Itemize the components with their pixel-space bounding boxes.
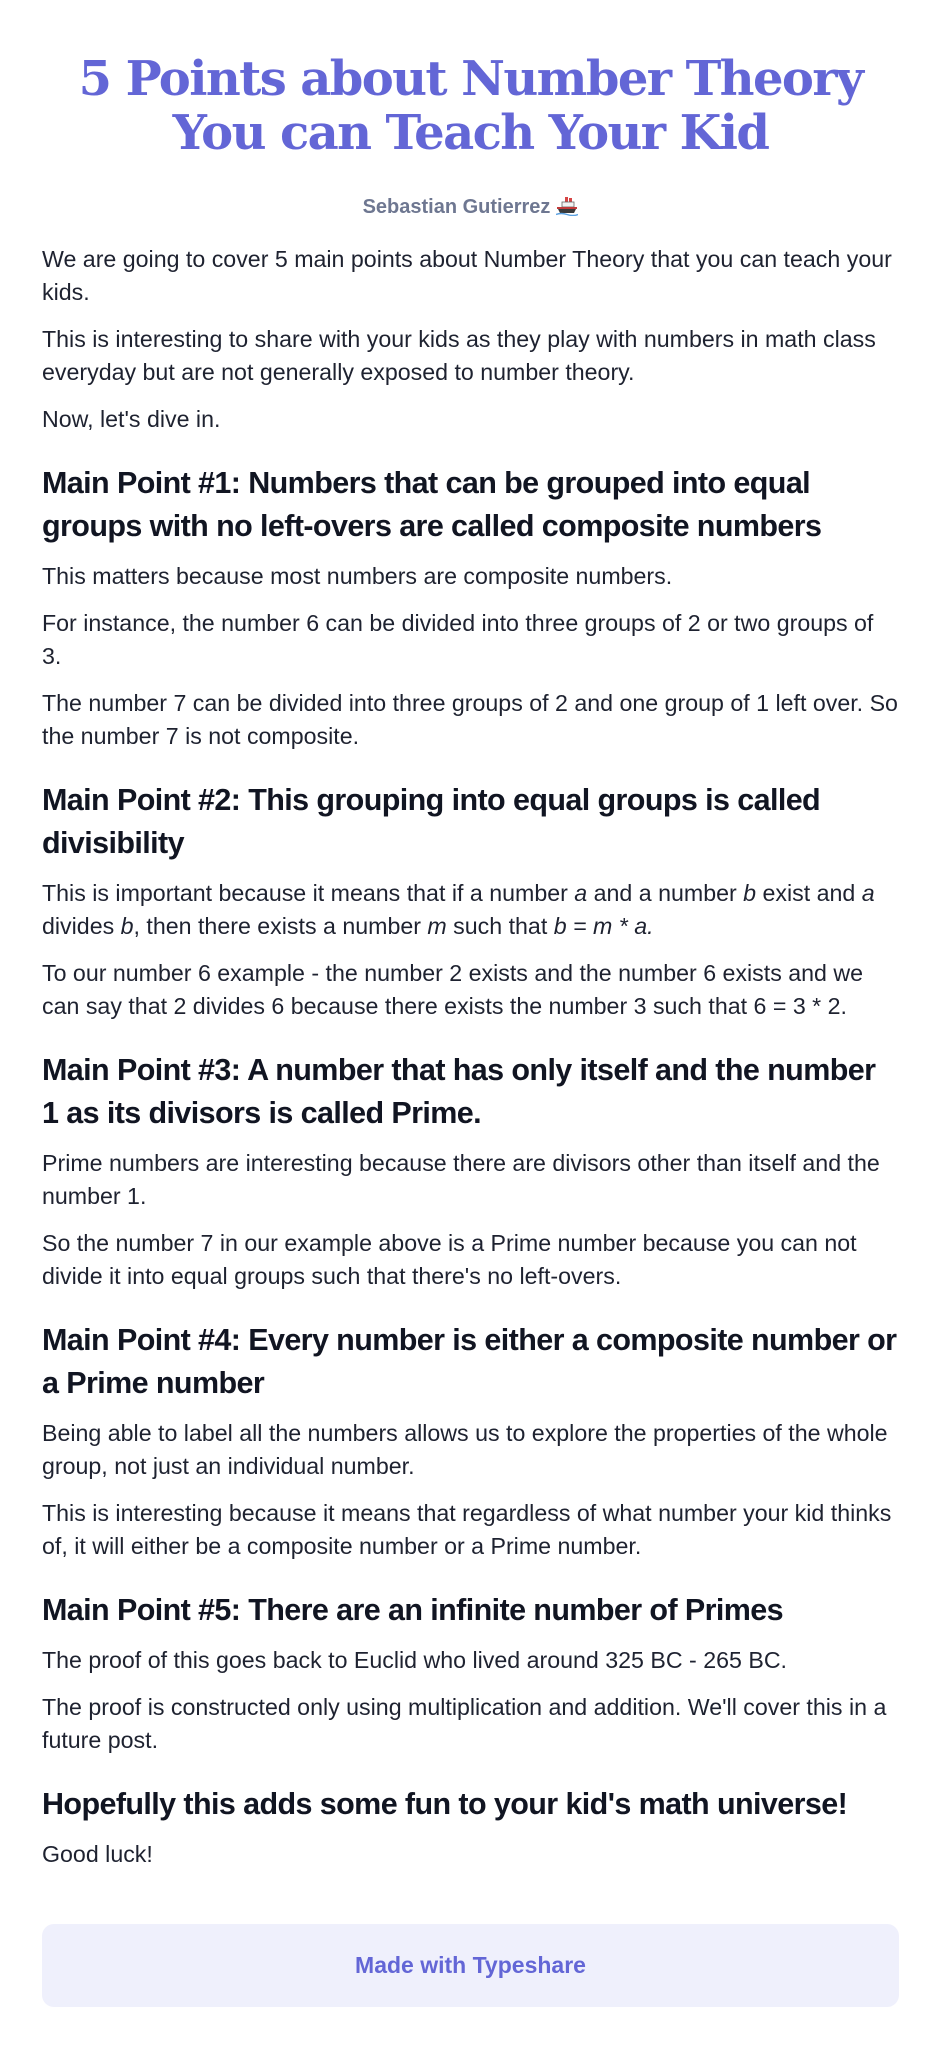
section-paragraph: Being able to label all the numbers allows us to explore the properties of the whole group, not just an individual number. bbox=[42, 1420, 888, 1479]
section-heading-4: Main Point #4: Every number is either a composite number or a Prime number bbox=[42, 1323, 897, 1400]
closing-paragraph: Good luck! bbox=[42, 1841, 153, 1867]
section-heading-3: Main Point #3: A number that has only itself and the number 1 as its divisors is called Prime. bbox=[42, 1053, 876, 1130]
intro-paragraph: We are going to cover 5 main points about Number Theory that you can teach your kids. bbox=[42, 246, 892, 305]
page-title: 5 Points about Number Theory You can Teach Your Kid bbox=[78, 51, 863, 161]
article bbox=[42, 0, 899, 1885]
section-paragraph: This is interesting because it means that regardless of what number your kid thinks of, it will either be a composite number or a Prime number. bbox=[42, 1500, 892, 1559]
section-paragraph: The number 7 can be divided into three groups of 2 and one group of 1 left over. So the number 7 is not composite. bbox=[42, 690, 898, 749]
section-paragraph: So the number 7 in our example above is a Prime number because you can not divide it into equal groups such that there's no left-overs. bbox=[42, 1230, 857, 1289]
section-paragraph: This matters because most numbers are composite numbers. bbox=[42, 563, 673, 589]
made-with-typeshare-button[interactable]: Made with Typeshare bbox=[42, 1924, 899, 2007]
section-heading-2: Main Point #2: This grouping into equal groups is called divisibility bbox=[42, 783, 821, 860]
section-paragraph: For instance, the number 6 can be divided into three groups of 2 or two groups of 3. bbox=[42, 610, 874, 669]
intro-paragraph: Now, let's dive in. bbox=[42, 406, 221, 432]
closing-heading: Hopefully this adds some fun to your kid's math universe! bbox=[42, 1787, 848, 1821]
section-paragraph: This is important because it means that if a number a and a number b exist and a divides b, then there exists a number m such that b = m * a. bbox=[42, 880, 875, 939]
ship-emoji-icon bbox=[556, 196, 578, 223]
section-heading-5: Main Point #5: There are an infinite number of Primes bbox=[42, 1593, 784, 1627]
section-paragraph: The proof is constructed only using multiplication and addition. We'll cover this in a future post. bbox=[42, 1694, 887, 1753]
article-body bbox=[42, 243, 899, 1871]
section-heading-1: Main Point #1: Numbers that can be grouped into equal groups with no left-overs are called composite numbers bbox=[42, 466, 822, 543]
author-byline bbox=[42, 194, 899, 223]
intro-paragraph: This is interesting to share with your kids as they play with numbers in math class everyday but are not generally exposed to number theory. bbox=[42, 326, 876, 385]
section-paragraph: Prime numbers are interesting because there are divisors other than itself and the number 1. bbox=[42, 1150, 880, 1209]
section-paragraph: To our number 6 example - the number 2 exists and the number 6 exists and we can say that 2 divides 6 because there exists the number 3 such that 6 = 3 * 2. bbox=[42, 960, 864, 1019]
author-name: Sebastian Gutierrez bbox=[362, 196, 551, 218]
section-paragraph: The proof of this goes back to Euclid who lived around 325 BC - 265 BC. bbox=[42, 1647, 788, 1673]
